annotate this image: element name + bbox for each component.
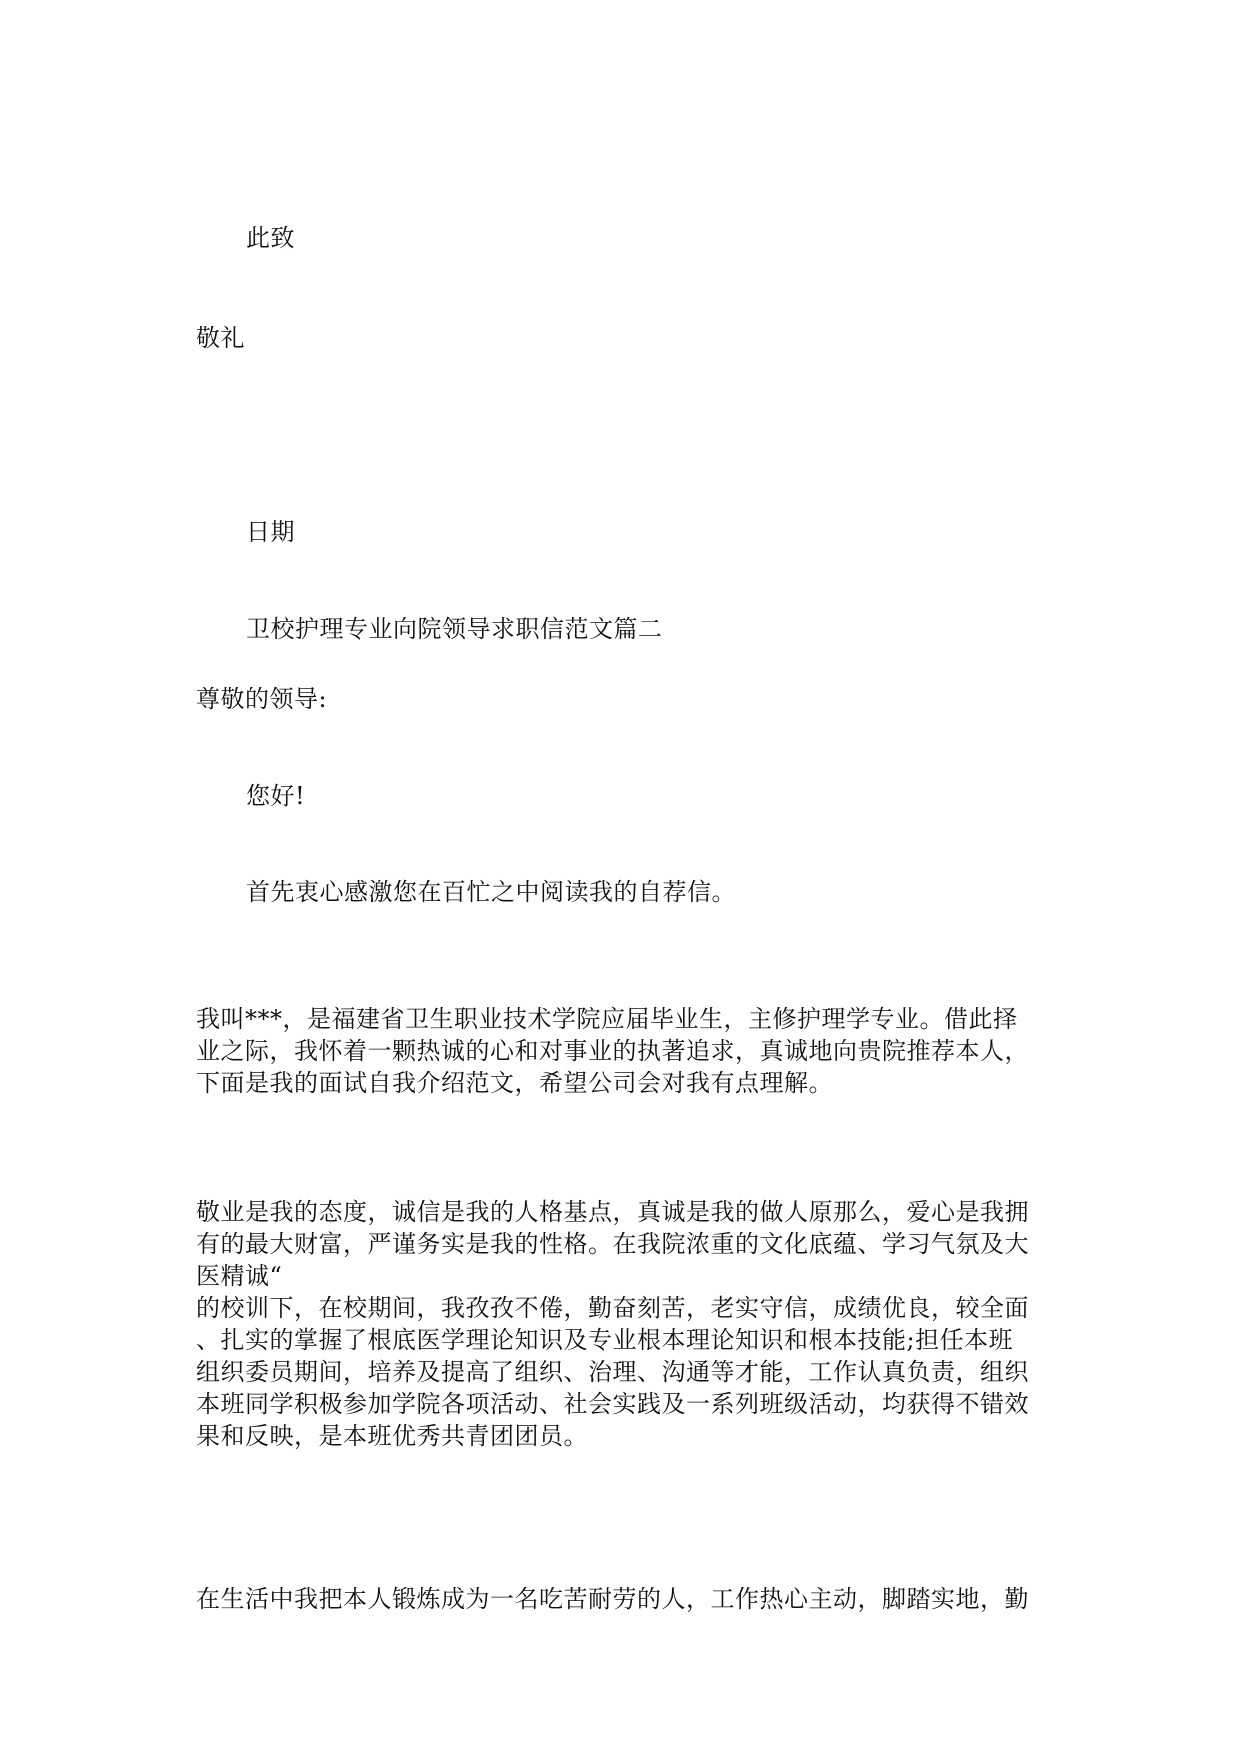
greeting-line: 尊敬的领导: xyxy=(196,685,328,713)
paragraph-line: 果和反映，是本班优秀共青团团员。 xyxy=(196,1422,588,1450)
paragraph-line: 、扎实的掌握了根底医学理论知识及专业根本理论知识和根本技能;担任本班 xyxy=(196,1326,1014,1354)
paragraph-line: 在生活中我把本人锻炼成为一名吃苦耐劳的人，工作热心主动，脚踏实地，勤 xyxy=(196,1585,1029,1613)
date-label: 日期 xyxy=(246,518,295,546)
paragraph-life xyxy=(196,1583,1056,1615)
paragraph-character xyxy=(196,1196,1056,1452)
closing-line: 此致 xyxy=(246,224,295,252)
paragraph-line: 下面是我的面试自我介绍范文，希望公司会对我有点理解。 xyxy=(196,1069,833,1097)
paragraph-line: 的校训下，在校期间，我孜孜不倦，勤奋刻苦，老实守信，成绩优良，较全面 xyxy=(196,1294,1029,1322)
paragraph-line: 组织委员期间，培养及提高了组织、治理、沟通等才能，工作认真负责，组织 xyxy=(196,1358,1029,1386)
hello-line: 您好! xyxy=(246,782,306,810)
paragraph-line: 我叫***，是福建省卫生职业技术学院应届毕业生，主修护理学专业。借此择 xyxy=(196,1005,1018,1033)
paragraph-intro: 首先衷心感激您在百忙之中阅读我的自荐信。 xyxy=(246,878,736,906)
section-title: 卫校护理专业向院领导求职信范文篇二 xyxy=(246,615,663,643)
paragraph-line: 医精诚“ xyxy=(196,1262,283,1290)
paragraph-self-intro xyxy=(196,1003,1056,1099)
paragraph-line: 业之际，我怀着一颗热诚的心和对事业的执著追求，真诚地向贵院推荐本人， xyxy=(196,1037,1029,1065)
paragraph-line: 敬业是我的态度，诚信是我的人格基点，真诚是我的做人原那么，爱心是我拥 xyxy=(196,1198,1029,1226)
salute-line: 敬礼 xyxy=(196,324,245,352)
paragraph-line: 本班同学积极参加学院各项活动、社会实践及一系列班级活动，均获得不错效 xyxy=(196,1390,1029,1418)
paragraph-line: 有的最大财富，严谨务实是我的性格。在我院浓重的文化底蕴、学习气氛及大 xyxy=(196,1230,1029,1258)
